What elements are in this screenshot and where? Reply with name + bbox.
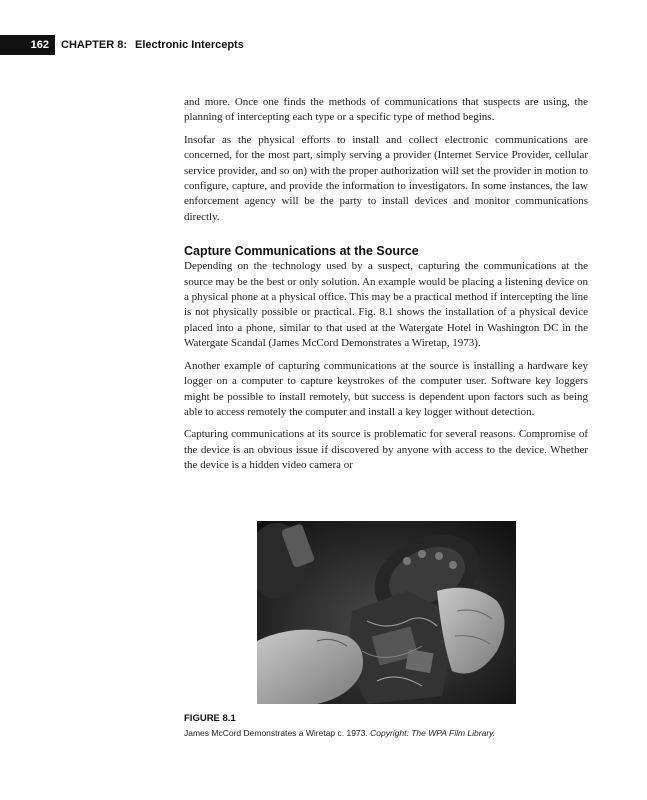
caption-text: James McCord Demonstrates a Wiretap c. 1973. [184, 728, 371, 738]
page-number: 162 [0, 35, 55, 55]
figure-label: FIGURE 8.1 [184, 713, 236, 724]
paragraph: Depending on the technology used by a suspect, capturing the communications at the source may be the best or only solution. An example would be placing a listening device on a physical phone at a physical office. This may be a practical method if intercepting the line is not physically possible or practical. Fig. 8.1 shows the installation of a physical device placed into a phone, similar to that used at the Watergate Hotel in Washington DC in the Watergate Scandal (James McCord Demonstrates a Wiretap, 1973). [184, 260, 588, 350]
paragraph: and more. Once one finds the methods of communications that suspects are using, the planning of intercepting each type or a specific type of method begins. [184, 96, 588, 124]
section-heading: Capture Communications at the Source [184, 244, 419, 259]
running-header [0, 35, 244, 55]
caption-credit: Copyright: The WPA Film Library. [370, 728, 496, 738]
figure-photo [257, 521, 516, 704]
wiretap-photo-illustration [257, 521, 516, 704]
chapter-title: Electronic Intercepts [135, 39, 244, 51]
paragraph: Another example of capturing communications at the source is installing a hardware key logger on a computer to capture keystrokes of the computer user. Software key loggers might be possible to install remotely, but success is dependent upon factors such as being able to access remotely the computer and install a key logger without detection. [184, 359, 588, 418]
chapter-number: CHAPTER 8: [61, 39, 128, 51]
paragraph: Insofar as the physical efforts to install and collect electronic communications are concerned, for the most part, simply serving a provider (Internet Service Provider, cellular service provider, and so on) with the proper authorization will set the provider in motion to configure, capture, and provide the information to investigators. In some instances, the law enforcement agency will be the party to install devices and monitor communications directly. [184, 133, 588, 223]
body-text-column [184, 95, 588, 481]
paragraph: Capturing communications at its source is problematic for several reasons. Compromise of the device is an obvious issue if discovered by anyone with access to the device. Whether the device is a hidden video camera or [184, 428, 588, 472]
figure-caption [184, 728, 604, 738]
